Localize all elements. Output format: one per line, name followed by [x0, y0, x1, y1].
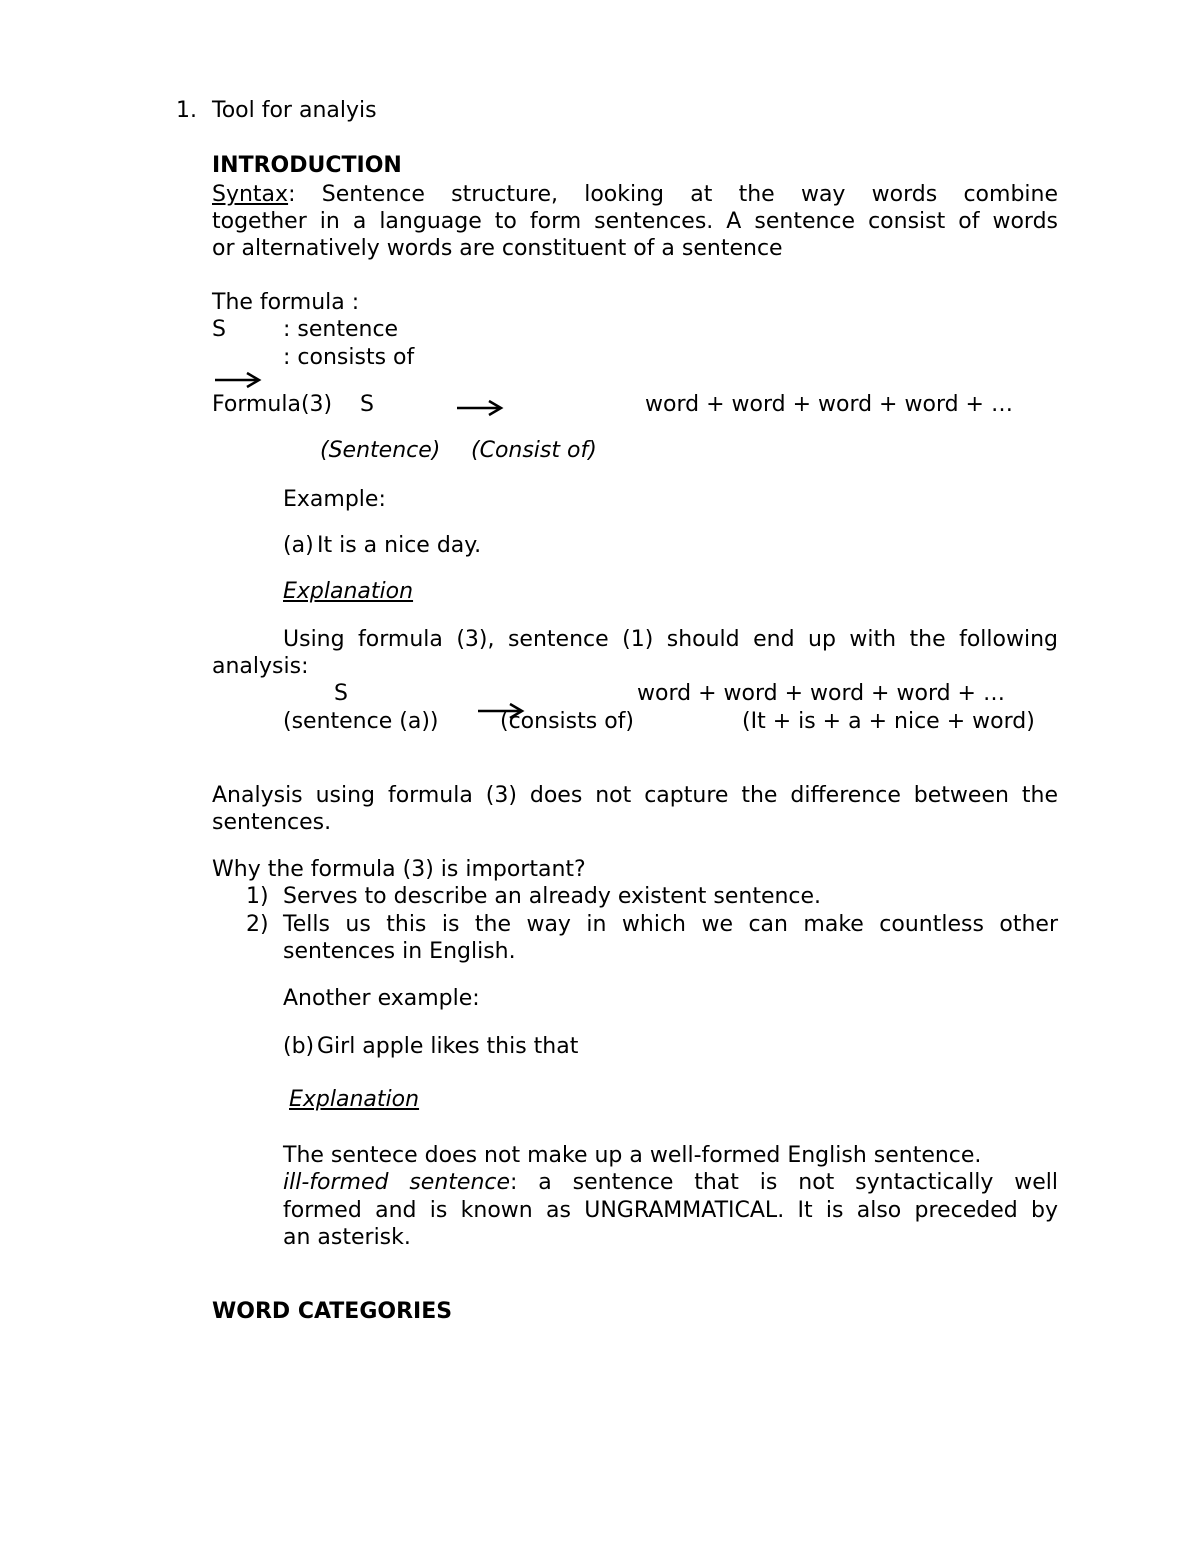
- another-example-label: Another example:: [283, 986, 480, 1011]
- explanation-heading: Explanation: [283, 579, 414, 604]
- analysis-line-2: analysis:: [212, 654, 309, 679]
- arrow-icon: [455, 398, 505, 418]
- word-categories-heading: WORD CATEGORIES: [212, 1299, 453, 1324]
- example-label: Example:: [283, 487, 386, 512]
- ill-formed-definition-line-1: ill-formed sentence: a sentence that is not syntactically well: [283, 1170, 1058, 1195]
- list-marker: 1): [246, 884, 269, 909]
- ill-formed-definition-line-2: formed and is known as UNGRAMMATICAL. It is also preceded by: [283, 1198, 1058, 1223]
- ill-formed-term: ill-formed sentence: [283, 1170, 511, 1195]
- list-item: Tells us this is the way in which we can make countless other: [283, 912, 1058, 937]
- explanation-heading: Explanation: [289, 1087, 420, 1112]
- syntax-definition-line-3: or alternatively words are constituent of a sentence: [212, 236, 783, 261]
- example-sentence: Girl apple likes this that: [317, 1034, 579, 1059]
- analysis-note-line-2: sentences.: [212, 810, 332, 835]
- formula-title: The formula :: [212, 290, 360, 315]
- analysis-words: (It + is + a + nice + word): [742, 709, 1035, 734]
- arrow-icon: [213, 370, 263, 390]
- syntax-definition-line-2: together in a language to form sentences. A sentence consist of words: [212, 209, 1058, 234]
- importance-question: Why the formula (3) is important?: [212, 857, 586, 882]
- arrow-meaning: : consists of: [283, 345, 415, 370]
- formula-rhs: word + word + word + word + …: [645, 392, 1013, 417]
- s-meaning: : sentence: [283, 317, 399, 342]
- list-number: 1.: [176, 98, 197, 123]
- analysis-note-line-1: Analysis using formula (3) does not capture the difference between the: [212, 783, 1058, 808]
- ill-formed-intro: The sentece does not make up a well-formed English sentence.: [283, 1143, 982, 1168]
- example-marker: (b): [283, 1034, 315, 1059]
- analysis-sentence-label: (sentence (a)): [283, 709, 439, 734]
- formula-lhs: S: [360, 392, 374, 417]
- list-item-continuation: sentences in English.: [283, 939, 516, 964]
- formula-label: Formula(3): [212, 392, 333, 417]
- sentence-caption: (Sentence): [320, 438, 441, 463]
- consist-caption: (Consist of): [471, 438, 597, 463]
- syntax-definition-line-1: Syntax: Sentence structure, looking at the way words combine: [212, 182, 1058, 207]
- ill-formed-definition-line-3: an asterisk.: [283, 1225, 411, 1250]
- introduction-heading: INTRODUCTION: [212, 153, 402, 178]
- list-item: Serves to describe an already existent sentence.: [283, 884, 822, 909]
- analysis-line-1: Using formula (3), sentence (1) should end up with the following: [283, 627, 1058, 652]
- analysis-consists-label: (consists of): [500, 709, 634, 734]
- analysis-rhs: word + word + word + word + …: [637, 681, 1005, 706]
- example-sentence: It is a nice day.: [317, 533, 482, 558]
- syntax-term: Syntax: [212, 182, 289, 207]
- s-symbol: S: [212, 317, 226, 342]
- section-title: Tool for analyis: [212, 98, 377, 123]
- list-marker: 2): [246, 912, 269, 937]
- analysis-s: S: [334, 681, 348, 706]
- example-marker: (a): [283, 533, 314, 558]
